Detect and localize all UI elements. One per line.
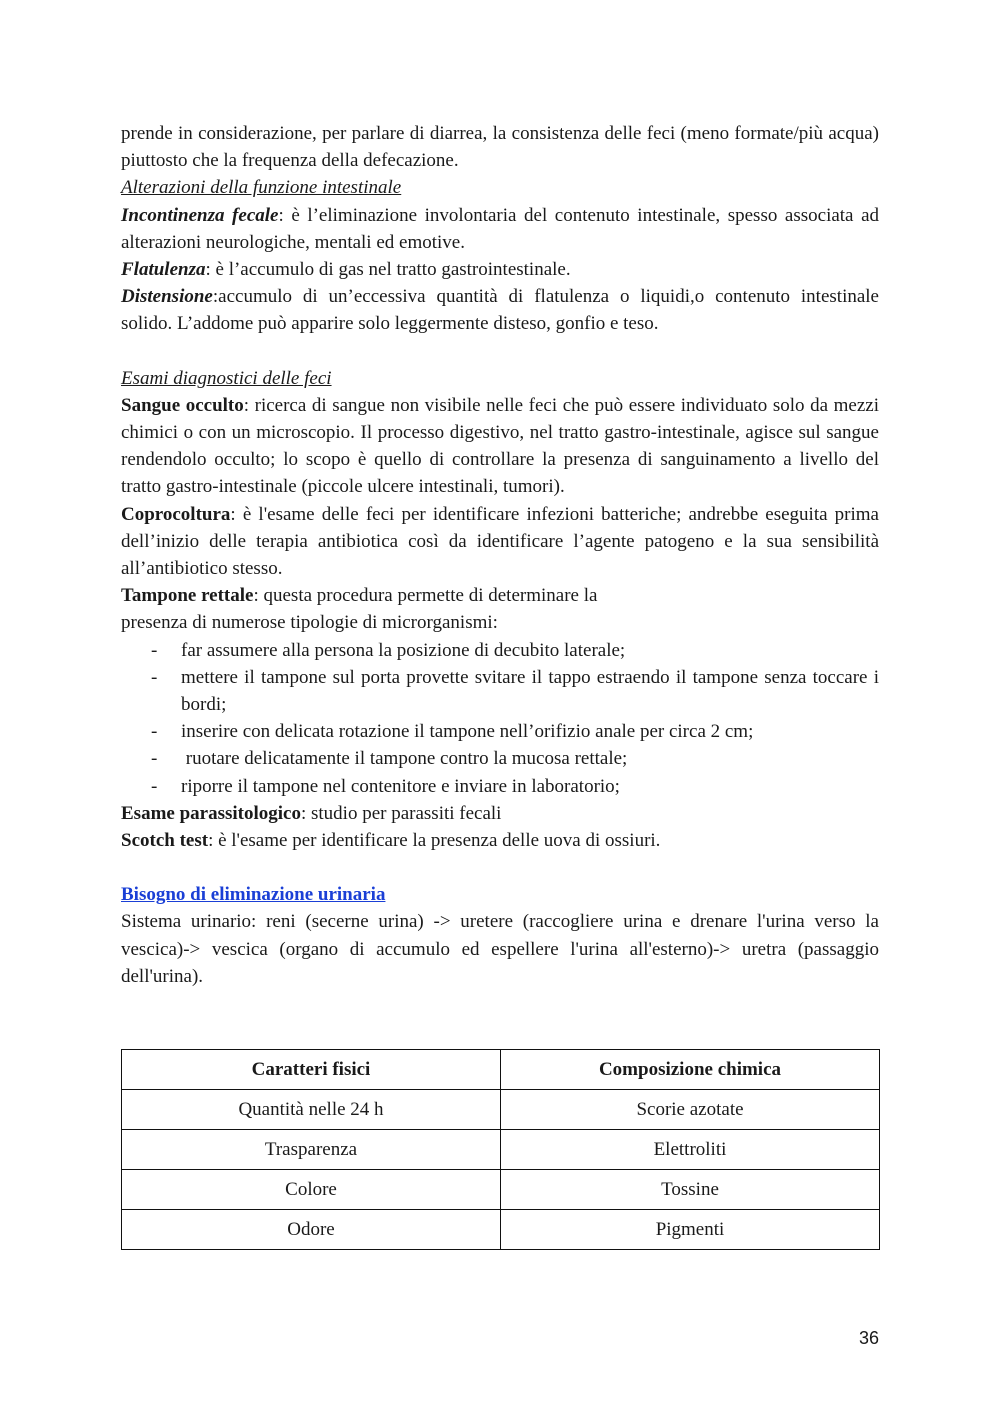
section-heading-urinaria[interactable] <box>121 881 879 908</box>
section-heading-esami: Esami diagnostici delle feci <box>121 367 332 389</box>
intro-paragraph: prende in considerazione, per parlare di diarrea, la consistenza delle feci (meno formate/più acqua) piuttosto che la frequenza della defecazione. <box>121 123 879 172</box>
definition-text: : è l'esame per identificare la presenza delle uova di ossiuri. <box>208 830 661 852</box>
table-header-row <box>122 1050 880 1090</box>
list-item <box>151 718 879 745</box>
list-item <box>151 773 879 800</box>
definition-flatulenza <box>121 256 879 283</box>
spacer <box>121 854 879 881</box>
term: Distensione <box>121 286 213 308</box>
dash-bullet: - <box>151 748 158 770</box>
column-header: Caratteri fisici <box>122 1050 501 1090</box>
section-heading-alterazioni: Alterazioni della funzione intestinale <box>121 177 402 199</box>
urine-characteristics-table <box>121 1049 880 1250</box>
list-item <box>151 664 879 718</box>
table-cell: Tossine <box>501 1170 880 1210</box>
table-cell: Elettroliti <box>501 1130 880 1170</box>
table-row <box>122 1170 880 1210</box>
definition-sangue-occulto <box>121 392 879 501</box>
definition-scotch-test <box>121 827 879 854</box>
definition-coprocoltura <box>121 501 879 583</box>
definition-distensione <box>121 283 879 337</box>
column-header: Composizione chimica <box>501 1050 880 1090</box>
urinaria-paragraph: Sistema urinario: reni (secerne urina) -> uretere (raccogliere urina e drenare l'urina verso la vescica)-> vescica (organo di accumulo ed espellere l'urina all'esterno)-> uretra (passaggio dell'urina). <box>121 911 879 987</box>
list-item-text: far assumere alla persona la posizione di decubito laterale; <box>181 639 626 661</box>
dash-bullet: - <box>151 666 158 688</box>
definition-incontinenza <box>121 202 879 256</box>
definition-text: : studio per parassiti fecali <box>300 802 502 824</box>
table-cell: Trasparenza <box>122 1130 501 1170</box>
list-item-text: mettere il tampone sul porta provette svitare il tappo estraendo il tampone senza toccare i bordi; <box>181 666 879 716</box>
definition-text: :accumulo di un’eccessiva quantità di flatulenza o liquidi,o contenuto intestinale solido. L’addome può apparire solo leggermente disteso, gonfio e teso. <box>121 286 879 335</box>
table-row <box>122 1130 880 1170</box>
term: Flatulenza <box>121 259 206 281</box>
table-cell: Pigmenti <box>501 1210 880 1250</box>
dash-bullet: - <box>151 639 158 661</box>
table-cell: Odore <box>122 1210 501 1250</box>
spacer <box>121 338 879 365</box>
definition-text: : ricerca di sangue non visibile nelle feci che può essere individuato solo da mezzi chimici o con un microscopio. Il processo digestivo, nel tratto gastro-intestinale, agisce sul sangue rendendolo occulto; lo scopo è quello di controllare la presenza di sanguinamento a livello del tratto gastro-intestinale (piccole ulcere intestinali, tumori). <box>121 394 879 498</box>
term: Scotch test <box>121 830 209 852</box>
term: Esame parassitologico <box>121 802 301 824</box>
table-cell: Quantità nelle 24 h <box>122 1090 501 1130</box>
definition-text: : è l'esame delle feci per identificare infezioni batteriche; andrebbe eseguita prima dell’inizio delle terapia antibiotica così da identificare l’agente patogeno e la sua sensibilità all’antibiotico stesso. <box>121 503 879 580</box>
list-item <box>151 745 879 772</box>
page-body <box>121 120 879 990</box>
table-row <box>122 1210 880 1250</box>
urinaria-heading-link[interactable]: Bisogno di eliminazione urinaria <box>121 884 386 906</box>
list-item <box>151 637 879 664</box>
dash-bullet: - <box>151 775 158 797</box>
tampone-continuation: presenza di numerose tipologie di microrganismi: <box>121 612 498 634</box>
definition-tampone <box>121 582 879 609</box>
table-row <box>122 1090 880 1130</box>
definition-text: : è l’eliminazione involontaria del contenuto intestinale, spesso associata ad alterazioni neurologiche, mentali ed emotive. <box>121 204 879 253</box>
definition-text: : è l’accumulo di gas nel tratto gastrointestinale. <box>205 259 571 281</box>
table-cell: Scorie azotate <box>501 1090 880 1130</box>
list-item-text: ruotare delicatamente il tampone contro la mucosa rettale; <box>181 748 628 770</box>
definition-text: : questa procedura permette di determinare la <box>253 585 598 607</box>
list-item-text: inserire con delicata rotazione il tampone nell’orifizio anale per circa 2 cm; <box>181 721 754 743</box>
list-item-text: riporre il tampone nel contenitore e inviare in laboratorio; <box>181 775 620 797</box>
term: Coprocoltura <box>121 503 231 525</box>
term: Sangue occulto <box>121 394 244 416</box>
dash-bullet: - <box>151 721 158 743</box>
term: Incontinenza fecale <box>121 204 279 226</box>
page-number: 36 <box>858 1328 879 1348</box>
definition-parassitologico <box>121 800 879 827</box>
tampone-steps-list <box>121 637 879 800</box>
table-cell: Colore <box>122 1170 501 1210</box>
term: Tampone rettale <box>121 585 254 607</box>
